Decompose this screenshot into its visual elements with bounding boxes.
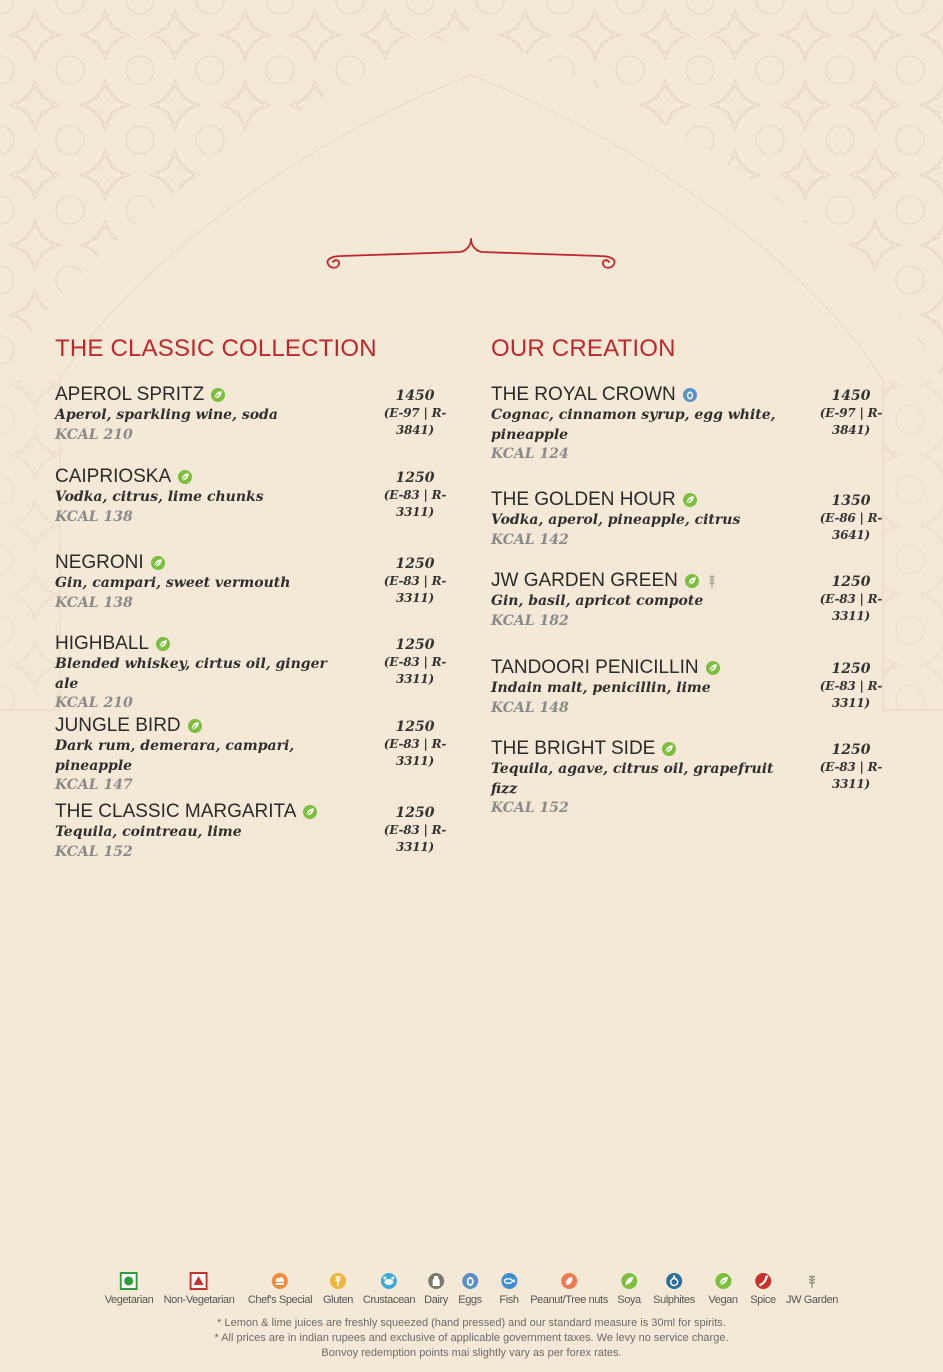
menu-item-description: Cognac, cinnamon syrup, egg white, pineapple [491,407,776,443]
dietary-legend [100,1272,845,1312]
legend-item [323,1272,353,1306]
menu-item-description: Tequila, agave, citrus oil, grapefruit fizz [491,761,774,797]
menu-item-points: (E-86 | R-3641) [819,511,883,542]
menu-item [491,489,901,550]
legend-item [458,1272,481,1306]
menu-item-price: 1450 [831,388,871,404]
item-name-label: NEGRONI [55,552,144,573]
classic-collection-section [55,332,475,860]
menu-item-description: Vodka, citrus, lime chunks [55,489,264,506]
legend-item [653,1272,695,1306]
vegan-leaf-icon [684,573,700,589]
vegan-leaf-icon [155,636,171,652]
item-name-label: CAIPRIOSKA [55,466,172,487]
item-name-label: THE ROYAL CROWN [491,384,676,405]
menu-item-kcal: KCAL 210 [55,695,133,712]
menu-item [55,384,465,445]
footnote: * Lemon & lime juices are freshly squeezed (hand pressed) and our standard measure is 30ml for spirits. [217,1317,726,1329]
price-block [365,556,465,607]
price-block [801,493,901,544]
menu-item-points: (E-97 | R-3841) [819,406,883,437]
footnote: * All prices are in indian rupees and exclusive of applicable government taxes. We levy no service charge. [214,1332,729,1344]
menu-item-points: (E-83 | R-3311) [383,574,447,605]
menu-item-price: 1250 [395,805,435,821]
vegan-icon [714,1272,732,1290]
menu-item-description: Blended whiskey, cirtus oil, ginger ale [55,656,327,692]
legend-item [424,1272,448,1306]
legend-item [617,1272,640,1306]
price-block [365,388,465,439]
vegan-leaf-icon [150,555,166,571]
menu-item-points: (E-83 | R-3311) [819,592,883,623]
menu-item [55,466,465,527]
vegan-leaf-icon [682,492,698,508]
menu-item-kcal: KCAL 182 [491,612,569,629]
section-title: THE CLASSIC COLLECTION [55,335,377,362]
soya-icon [620,1272,638,1290]
jw-garden-icon [704,573,720,589]
vegan-leaf-icon [302,804,318,820]
item-name-label: THE GOLDEN HOUR [491,489,676,510]
legend-label: Crustacean [362,1294,416,1306]
menu-item-price: 1250 [395,637,435,653]
legend-label: Gluten [322,1294,354,1306]
menu-item-price: 1250 [831,742,871,758]
legend-item [786,1272,838,1306]
vegan-leaf-icon [705,660,721,676]
menu-item [55,801,465,862]
menu-item-price: 1250 [831,574,871,590]
legend-label: Spice [750,1294,776,1306]
legend-label: Vegetarian [104,1294,154,1306]
legend-item [248,1272,312,1306]
item-name-label: JW GARDEN GREEN [491,570,678,591]
menu-item-points: (E-83 | R-3311) [383,737,447,768]
fish-icon [500,1272,518,1290]
menu-item-kcal: KCAL 124 [491,446,569,463]
vegan-leaf-icon [661,741,677,757]
menu-item-points: (E-83 | R-3311) [383,488,447,519]
vegan-leaf-icon [187,718,203,734]
legend-item [499,1272,518,1306]
vegan-leaf-icon [177,469,193,485]
jw-garden-icon [803,1272,821,1290]
price-block [365,637,465,688]
price-block [365,470,465,521]
eggs-icon [682,387,698,403]
menu-item [55,552,465,613]
item-name-label: THE BRIGHT SIDE [491,738,656,759]
legend-label: Eggs [458,1294,482,1306]
legend-label: Dairy [424,1294,448,1306]
our-creation-section [491,332,911,817]
menu-item-kcal: KCAL 148 [491,699,569,716]
menu-item [491,570,901,631]
menu-item-description: Tequila, cointreau, lime [55,824,242,841]
price-block [365,805,465,856]
menu-item-price: 1450 [395,388,435,404]
menu-item-points: (E-97 | R-3841) [383,406,447,437]
dairy-icon [427,1272,445,1290]
menu-item-description: Vodka, aperol, pineapple, citrus [491,512,741,529]
crustacean-icon [380,1272,398,1290]
menu-item [491,738,901,818]
legend-item [750,1272,776,1306]
legend-label: Chef's Special [247,1294,313,1306]
menu-item-kcal: KCAL 152 [491,800,569,817]
menu-item-points: (E-83 | R-3311) [819,760,883,791]
menu-item [55,715,465,795]
sulphites-icon [665,1272,683,1290]
legend-item [164,1272,235,1306]
chefs-special-icon [271,1272,289,1290]
menu-item-description: Aperol, sparkling wine, soda [55,407,278,424]
price-block [801,574,901,625]
vegetarian-icon [120,1272,138,1290]
menu-item-description: Gin, campari, sweet vermouth [55,575,291,592]
item-name-label: HIGHBALL [55,633,149,654]
menu-item-points: (E-83 | R-3311) [383,655,447,686]
peanut-icon [560,1272,578,1290]
legend-label: Non-Vegetarian [163,1294,235,1306]
menu-item-kcal: KCAL 138 [55,508,133,525]
non-vegetarian-icon [190,1272,208,1290]
vegan-leaf-icon [210,387,226,403]
menu-item-points: (E-83 | R-3311) [819,679,883,710]
footnote: Bonvoy redemption points mai slightly vary as per forex rates. [321,1347,622,1359]
item-name-label: APEROL SPRITZ [55,384,205,405]
menu-item [491,657,901,718]
item-name-label: JUNGLE BIRD [55,715,181,736]
menu-item-kcal: KCAL 138 [55,594,133,611]
legend-label: Fish [499,1294,519,1306]
legend-item [363,1272,415,1306]
menu-item-description: Indain malt, penicillin, lime [491,680,711,697]
legend-label: Peanut/Tree nuts [530,1294,608,1306]
legend-label: Sulphites [653,1294,695,1306]
menu-item-kcal: KCAL 142 [491,531,569,548]
menu-item-description: Dark rum, demerara, campari, pineapple [55,738,295,774]
price-block [365,719,465,770]
gluten-icon [329,1272,347,1290]
menu-item-price: 1250 [395,470,435,486]
legend-item [105,1272,154,1306]
legend-label: Soya [617,1294,641,1306]
divider-ornament [320,234,622,276]
menu-item-kcal: KCAL 210 [55,426,133,443]
menu-item-price: 1250 [831,661,871,677]
menu-item [55,633,465,713]
item-name-label: THE CLASSIC MARGARITA [55,801,297,822]
spice-icon [754,1272,772,1290]
menu-item-points: (E-83 | R-3311) [383,823,447,854]
legend-label: Vegan [708,1294,738,1306]
legend-label: JW Garden [785,1294,839,1306]
menu-item-kcal: KCAL 152 [55,843,133,860]
item-name-label: TANDOORI PENICILLIN [491,657,699,678]
menu-item-price: 1250 [395,556,435,572]
menu-item-price: 1350 [831,493,871,509]
legend-item [530,1272,608,1306]
price-block [801,661,901,712]
section-title: OUR CREATION [491,335,676,362]
menu-item-description: Gin, basil, apricot compote [491,593,704,610]
legend-item [708,1272,737,1306]
price-block [801,388,901,439]
footnotes [0,1316,943,1361]
menu-item-price: 1250 [395,719,435,735]
eggs-icon [461,1272,479,1290]
price-block [801,742,901,793]
menu-item [491,384,901,464]
menu-item-kcal: KCAL 147 [55,777,133,794]
